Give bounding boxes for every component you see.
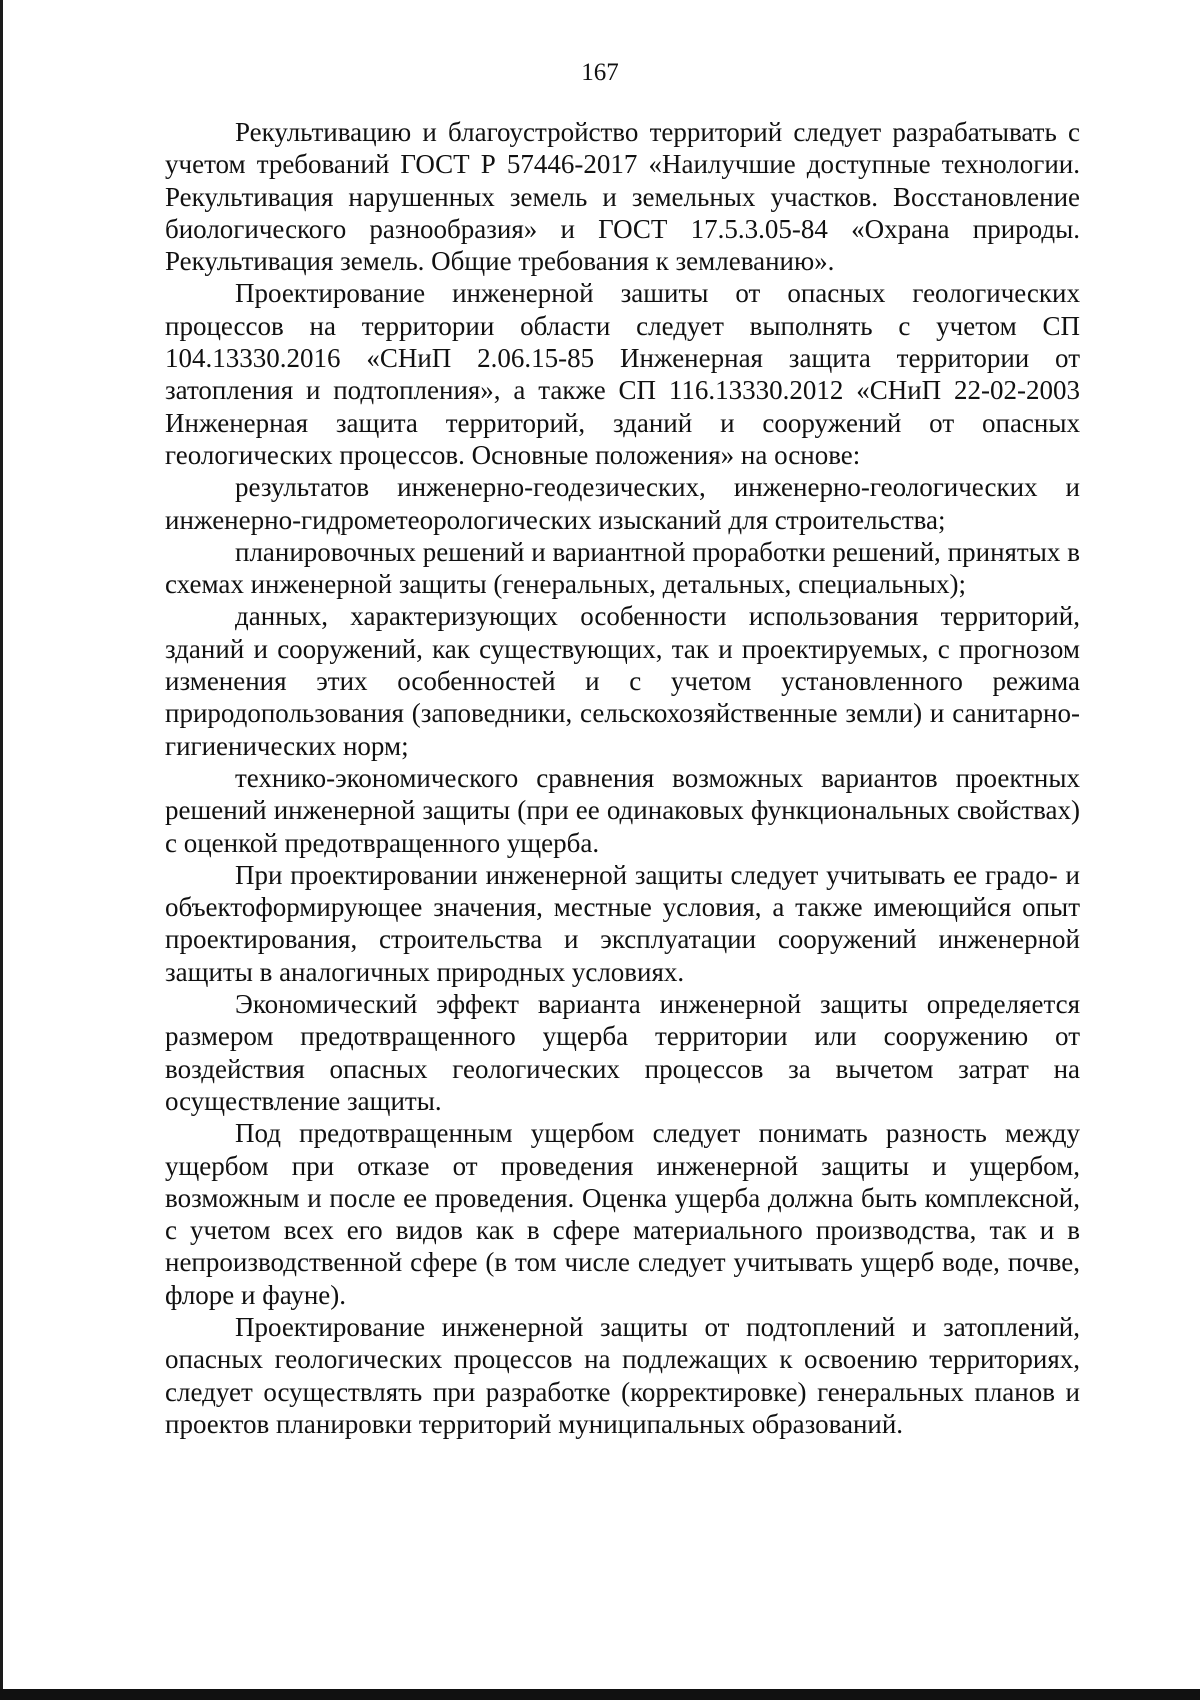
paragraph-design-considerations: При проектировании инженерной защиты следует учитывать ее градо- и объектоформирующее значения, местные условия, а также имеющийся опыт проектирования, строительства и эксплуатации сооружений инженерной защиты в аналогичных природных условиях. [165,859,1080,987]
paragraph-prevented-damage: Под предотвращенным ущербом следует понимать разность между ущербом при отказе от проведения инженерной защиты и ущербом, возможным и после ее проведения. Оценка ущерба должна быть комплексной, с учетом всех его видов как в сфере материального производства, так и в непроизводственной сфере (в том числе следует учитывать ущерб воде, почве, флоре и фауне). [165,1118,1080,1310]
paragraph-economic-effect: Экономический эффект варианта инженерной защиты определяется размером предотвращенного ущерба территории или сооружению от воздействия опасных геологических процессов за вычетом затрат на осуществление защиты. [165,989,1080,1116]
paragraph-territory-usage-data: данных, характеризующих особенности использования территорий, зданий и сооружений, как существующих, так и проектируемых, с прогнозом изменения этих особенностей и с учетом установленного режима природопользования (заповедники, сельскохозяйственные земли) и санитарно-гигиенических норм; [165,601,1080,761]
page-number: 167 [581,59,619,86]
paragraph-flood-protection-design: Проектирование инженерной защиты от подтоплений и затоплений, опасных геологических процессов на подлежащих к освоению территориях, следует осуществлять при разработке (корректировке) генеральных планов и проектов планировки территорий муниципальных образований. [165,1311,1080,1439]
paragraph-survey-results: результатов инженерно-геодезических, инженерно-геологических и инженерно-гидрометеорологических изысканий для строительства; [165,472,1080,535]
scan-left-border [0,0,3,1700]
paragraph-planning-decisions: планировочных решений и вариантной проработки решений, принятых в схемах инженерной защиты (генеральных, детальных, специальных); [165,536,1080,600]
scan-bottom-border [0,1689,1200,1700]
paragraph-engineering-protection-design: Проектирование инженерной зашиты от опасных геологических процессов на территории области следует выполнять с учетом СП 104.13330.2016 «СНиП 2.06.15-85 Инженерная защита территории от затопления и подтопления», а также СП 116.13330.2012 «СНиП 22-02-2003 Инженерная защита территорий, зданий и сооружений от опасных геологических процессов. Основные положения» на основе: [165,278,1080,470]
paragraph-reclamation: Рекультивацию и благоустройство территорий следует разрабатывать с учетом требований ГОСТ Р 57446-2017 «Наилучшие доступные технологии. Рекультивация нарушенных земель и земельных участков. Восстановление биологического разнообразия» и ГОСТ 17.5.3.05-84 «Охрана природы. Рекультивация земель. Общие требования к землеванию». [165,117,1080,277]
paragraph-technical-economic-comparison: технико-экономического сравнения возможных вариантов проектных решений инженерной защиты (при ее одинаковых функциональных свойствах) с оценкой предотвращенного ущерба. [165,762,1080,858]
document-body [165,116,1080,1440]
